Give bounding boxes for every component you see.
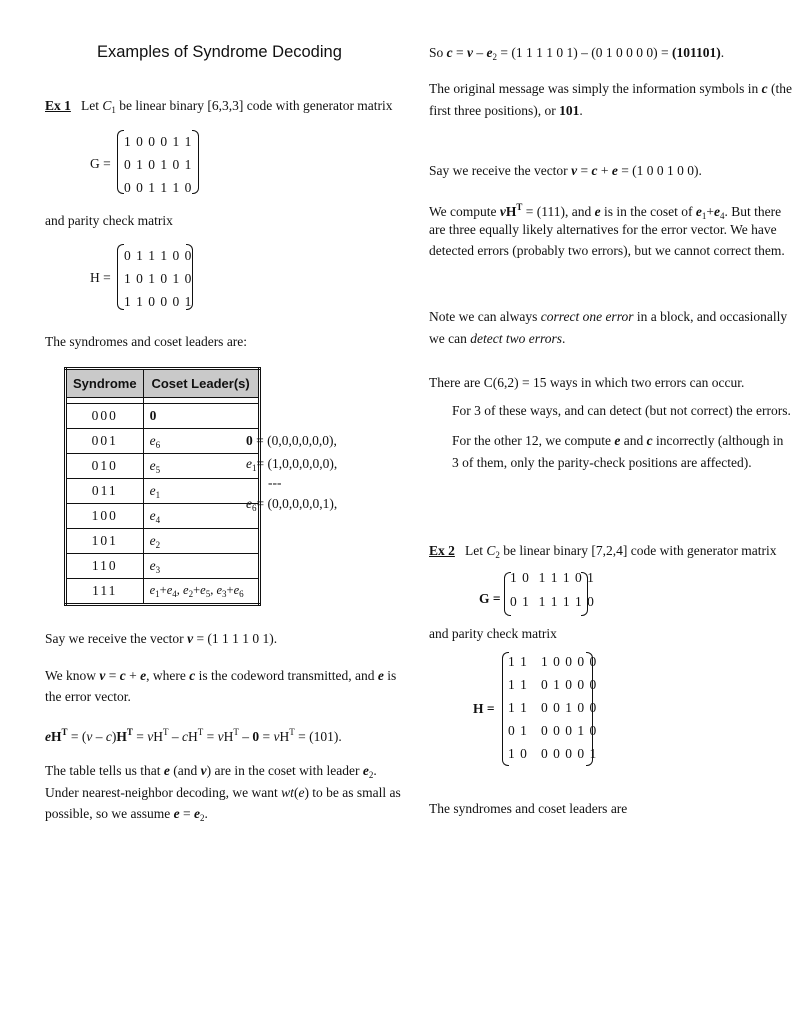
table-note-2: Under nearest-neighbor decoding, we want wt(e) to be as small as [45, 785, 401, 800]
note-line-2: we can detect two errors. [429, 331, 566, 346]
table-row: 111 $e_1+e_4$, $e_2+e_5$, $e_3+e_6$ [66, 579, 260, 605]
ex2-label: Ex 2 [429, 543, 455, 558]
parity-check-matrix-2: 1 1 1 0 0 0 0 1 1 0 1 0 0 0 1 1 0 0 1 0 0 0 1 0 0 0 1 0 1 0 0 0 0 0 1 [508, 654, 598, 761]
ways-line: There are C(6,2) = 15 ways in which two errors can occur. [429, 375, 745, 390]
e6-vector-note: $e_6= (0,0,0,0,0,1)$, [246, 496, 338, 513]
table-row: 100 $e_4$ [66, 504, 260, 529]
parity-text: and parity check matrix [45, 213, 173, 228]
header-coset-leader: Coset Leader(s) [143, 369, 259, 398]
so-line: So $c = v - e_2 = (1$ 1 1 1 0 1) – (0 1 0 0 0 0) = (101101). [429, 45, 725, 62]
syndromes-intro: The syndromes and coset leaders are: [45, 334, 248, 349]
table-row: 101 $e_2$ [66, 529, 260, 554]
table-row: 000 0 [66, 404, 260, 429]
ex2-line: Ex 2 Let $C_2$ be linear binary [7,2,4] code with generator matrix [429, 543, 777, 560]
matrix-bracket-right [186, 244, 193, 310]
original-line-1: The original message was simply the information symbols in c (the [429, 81, 792, 96]
compute-line-2: are three equally likely alternatives for the error vector. We have [429, 222, 777, 237]
h2-label: H = [473, 701, 495, 716]
for3-line: For 3 of these ways, and can detect (but not correct) the errors. [452, 403, 791, 418]
receive2-line: Say we receive the vector v = c + e = (1 0 0 1 0 0). [429, 163, 702, 178]
for12-line-1: For the other 12, we compute e and c incorrectly (although in [452, 433, 784, 448]
syndrome-table [64, 367, 261, 606]
generator-matrix: 1 0 0 0 1 1 0 1 0 1 0 1 0 0 1 1 1 0 [124, 134, 193, 195]
ex1-line: Ex 1 Let $C_1$ be linear binary [6,3,3] code with generator matrix [45, 98, 393, 115]
h-label: H = [90, 270, 111, 285]
note-line-1: Note we can always correct one error in a block, and occasionally [429, 309, 788, 324]
know-line-1: We know v = c + e, where c is the codeword transmitted, and e is [45, 668, 397, 683]
for12-line-2: 3 of them, only the parity-check positions are affected). [452, 455, 752, 470]
parity-check-matrix: 0 1 1 1 0 0 1 0 1 0 1 0 1 1 0 0 0 1 [124, 248, 193, 309]
original-line-2: first three positions), or 101. [429, 103, 583, 118]
table-row: 001 $e_6$ [66, 429, 260, 454]
compute-line-1: We compute $vH^T = (111)$, and e is in the coset of $e_1+e_4$. But there [429, 202, 782, 221]
matrix-bracket-right [192, 130, 199, 194]
syndromes-text-2: The syndromes and coset leaders are [429, 801, 628, 816]
zero-vector-note: 0 = (0,0,0,0,0,0), [246, 433, 337, 448]
ellipsis-note: --- [268, 475, 282, 490]
matrix-bracket-left [117, 244, 124, 310]
matrix-bracket-left [117, 130, 124, 194]
table-row: 011 $e_1$ [66, 479, 260, 504]
ex1-label: Ex 1 [45, 98, 71, 113]
matrix-bracket-right [581, 572, 588, 616]
generator-matrix-2: 1 0 1 1 1 0 1 0 1 1 1 1 1 0 [510, 570, 595, 609]
receive-line: Say we receive the vector v = (1 1 1 1 0 1). [45, 631, 278, 646]
page-title: Examples of Syndrome Decoding [97, 43, 342, 61]
table-row: 110 $e_3$ [66, 554, 260, 579]
g2-label: G = [479, 591, 501, 606]
table-header-row [66, 369, 260, 398]
table-note-1: The table tells us that e (and v) are in the coset with leader $e_2$. [45, 763, 377, 780]
parity-text-2: and parity check matrix [429, 626, 557, 641]
table-row: 010 $e_5$ [66, 454, 260, 479]
g-label: G = [90, 156, 111, 171]
compute-line-3: detected errors (probably two errors), but we cannot correct them. [429, 243, 785, 258]
table-note-3: possible, so we assume $e = e_2$. [45, 806, 208, 823]
syndrome-equation: $eH^T = (v - c)H^T = vH^T - cH^T = vH^T - 0 = vH^T = (101)$. [45, 727, 342, 744]
matrix-bracket-right [586, 652, 593, 766]
know-line-2: the error vector. [45, 689, 131, 704]
header-syndrome: Syndrome [66, 369, 144, 398]
e1-vector-note: $e_1= (1,0,0,0,0,0)$, [246, 456, 338, 473]
